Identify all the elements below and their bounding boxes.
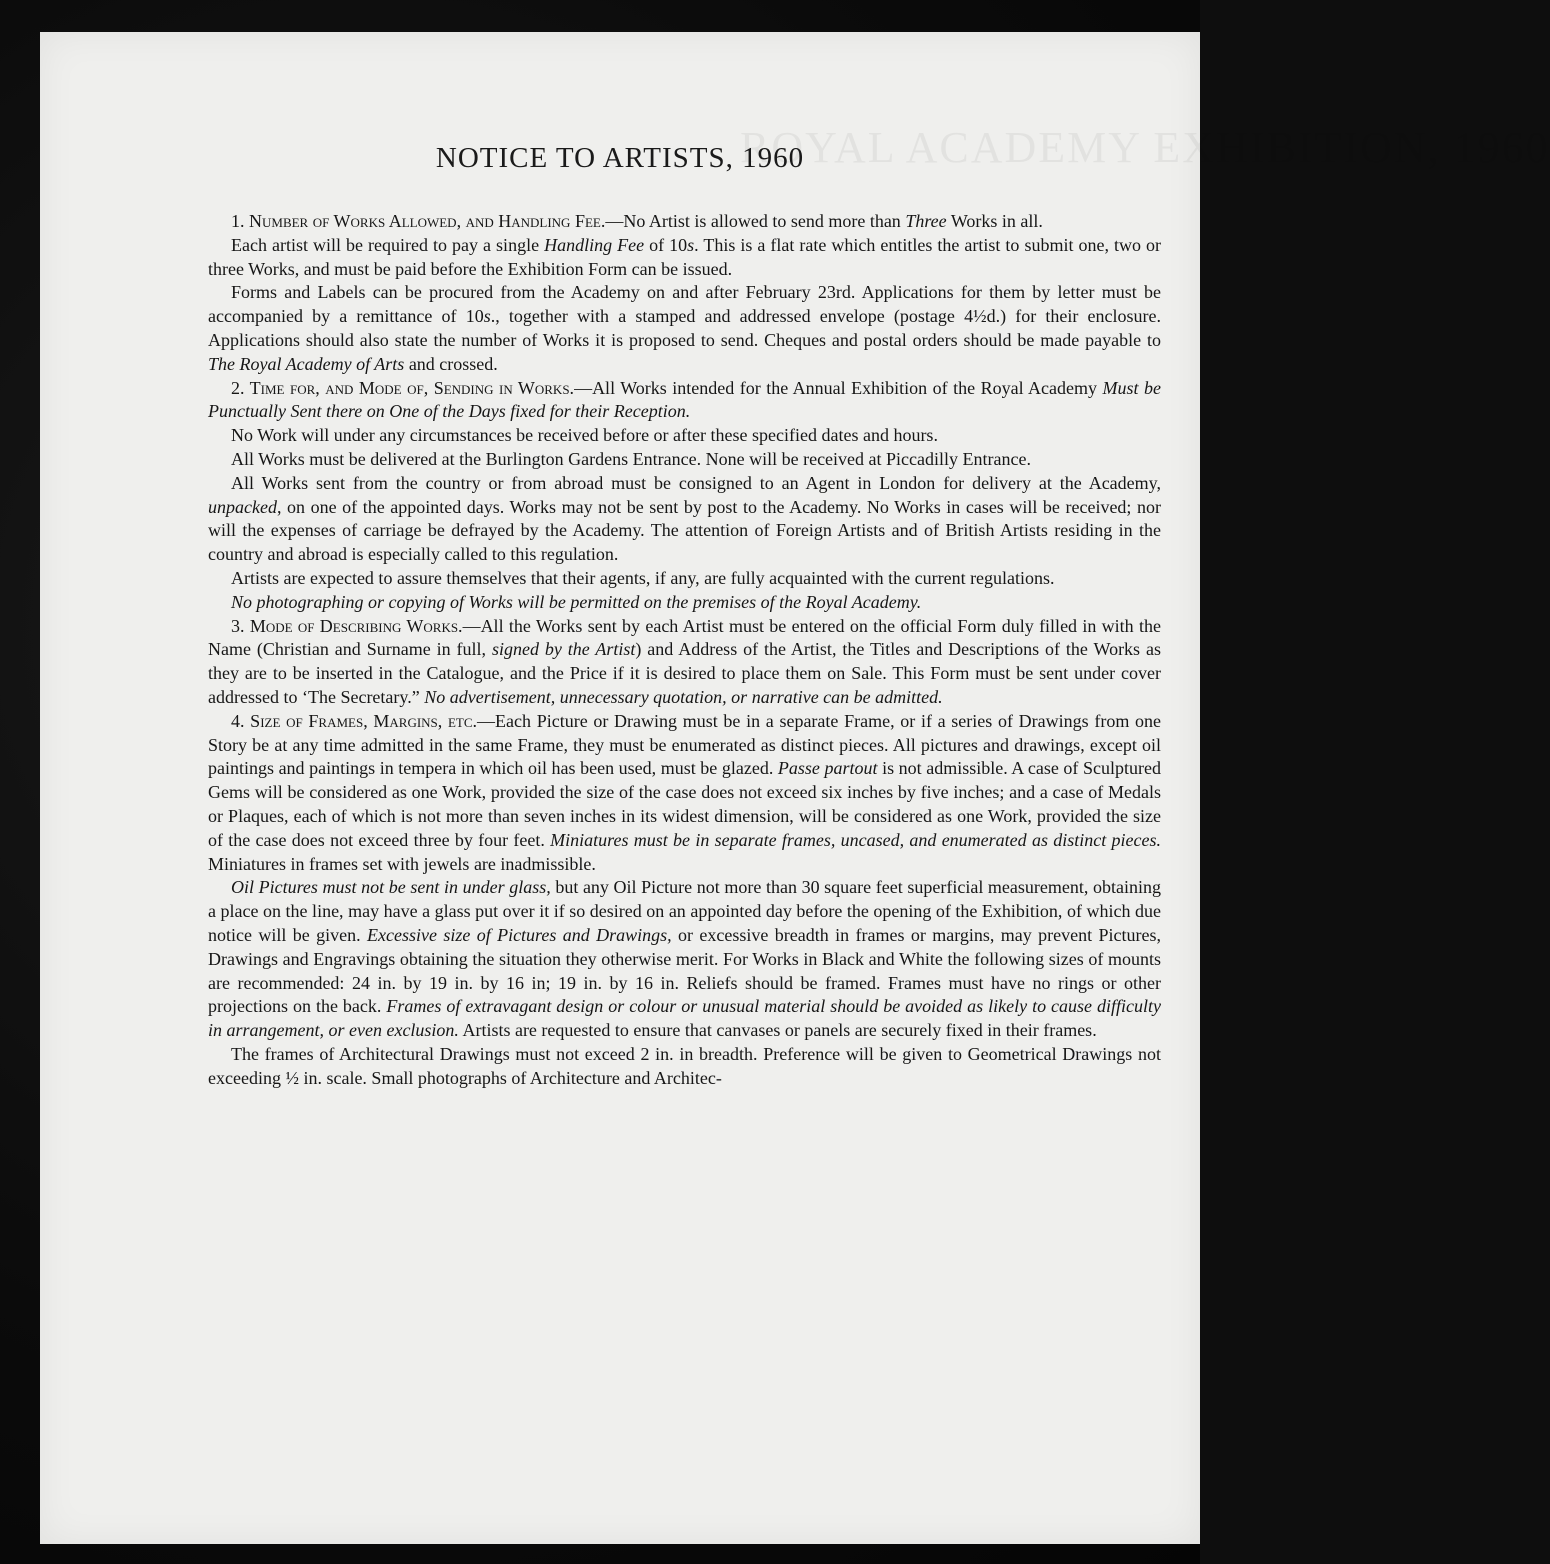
show-through-text: ROYAL ACADEMY EXHIBITION, 1960 [740,123,1550,172]
section-2-paragraph-1: 2. Time for, and Mode of, Sending in Works.—All Works intended for the Annual Exhibition of the Royal Academy Must be Punctually Sent there on One of the Days fixed for their Reception. [208,377,1161,422]
section-1-paragraph-2: Each artist will be required to pay a single Handling Fee of 10s. This is a flat rate which entitles the artist to submit one, two or three Works, and must be paid before the Exhibition Form can be issued. [208,234,1161,279]
document-body [208,210,1161,1090]
section-4-paragraph-2: Oil Pictures must not be sent in under glass, but any Oil Picture not more than 30 square feet superficial measurement, obtaining a place on the line, may have a glass put over it if so desired on an appointed day before the opening of the Exhibition, of which due notice will be given. Excessive size of Pictures and Drawings, or excessive breadth in frames or margins, may prevent Pictures, Drawings and Engravings obtaining the situation they otherwise merit. For Works in Black and White the following sizes of mounts are recommended: 24 in. by 19 in. by 16 in; 19 in. by 16 in. Reliefs should be framed. Frames must have no rings or other projections on the back. Frames of extravagant design or colour or unusual material should be avoided as likely to cause difficulty in arrangement, or even exclusion. Artists are requested to ensure that canvases or panels are securely fixed in their frames. [208,877,1162,1041]
section-2-paragraph-6: No photographing or copying of Works will be permitted on the premises of the Royal Academy. [231,591,922,612]
section-2-paragraph-2: No Work will under any circumstances be received before or after these specified dates and hours. [231,425,938,446]
section-1-paragraph-3: Forms and Labels can be procured from the Academy on and after February 23rd. Applications for them by letter must be accompanied by a remittance of 10s., together with a stamped and addressed envelope (postage 4½d.) for their enclosure. Applications should also state the number of Works it is proposed to send. Cheques and postal orders should be made payable to The Royal Academy of Arts and crossed. [208,282,1162,374]
document-page [40,32,1550,1544]
section-4-heading: 4. Size of Frames, Margins, etc. [231,710,478,731]
section-2-paragraph-5: Artists are expected to assure themselves that their agents, if any, are fully acquainted with the current regulations. [231,567,1055,588]
section-1-heading: 1. Number of Works Allowed, and Handling Fee. [231,211,606,231]
section-2-heading: 2. Time for, and Mode of, Sending in Works. [231,377,575,398]
section-2-paragraph-4: All Works sent from the country or from abroad must be consigned to an Agent in London for delivery at the Academy, unpacked, on one of the appointed days. Works may not be sent by post to the Academy. No Works in cases will be received; nor will the expenses of carriage be defrayed by the Academy. The attention of Foreign Artists and of British Artists residing in the country and abroad is especially called to this regulation. [208,472,1161,565]
page-title: NOTICE TO ARTISTS, 1960 [435,142,805,174]
section-3-paragraph-1: 3. Mode of Describing Works.—All the Works sent by each Artist must be entered on the official Form duly filled in with the Name (Christian and Surname in full, signed by the Artist) and Address of the Artist, the Titles and Descriptions of the Works as they are to be inserted in the Catalogue, and the Price if it is desired to place them on Sale. This Form must be sent under cover addressed to ‘The Secretary.” No advertisement, unnecessary quotation, or narrative can be admitted. [208,615,1161,707]
section-4-paragraph-3: The frames of Architectural Drawings must not exceed 2 in. in breadth. Preference will be given to Geometrical Drawings not exceeding ½ in. scale. Small photographs of Architecture and Architec- [208,1043,1161,1088]
section-1-paragraph-1: 1. Number of Works Allowed, and Handling Fee.—No Artist is allowed to send more than Three Works in all. [231,211,1043,231]
section-2-paragraph-3: All Works must be delivered at the Burlington Gardens Entrance. None will be received at Piccadilly Entrance. [231,448,1031,469]
section-3-heading: 3. Mode of Describing Works. [231,615,463,636]
section-4-paragraph-1: 4. Size of Frames, Margins, etc.—Each Picture or Drawing must be in a separate Frame, or if a series of Drawings from one Story be at any time admitted in the same Frame, they must be enumerated as distinct pieces. All pictures and drawings, except oil paintings and paintings in tempera in which oil has been used, must be glazed. Passe partout is not admissible. A case of Sculptured Gems will be considered as one Work, provided the size of the case does not exceed six inches by five inches; and a case of Medals or Plaques, each of which is not more than seven inches in its widest dimension, will be considered as one Work, provided the size of the case does not exceed three by four feet. Miniatures must be in separate frames, uncased, and enumerated as distinct pieces. Miniatures in frames set with jewels are inadmissible. [208,710,1161,874]
